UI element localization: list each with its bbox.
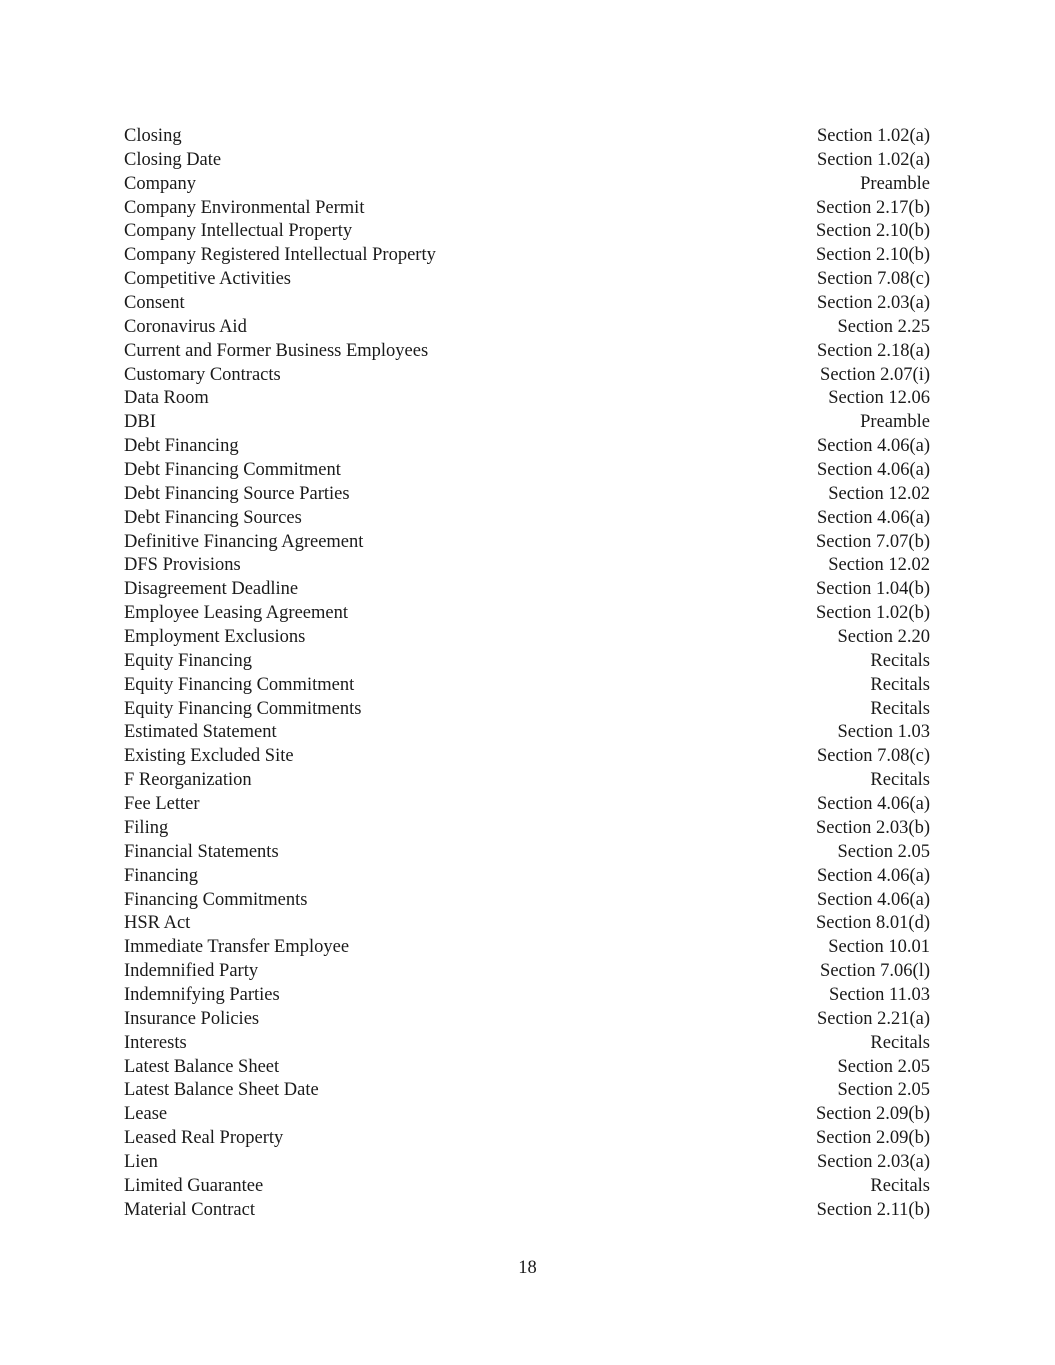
section-reference: Section 2.20	[837, 627, 930, 648]
index-entry	[124, 173, 930, 197]
index-entry	[124, 912, 930, 936]
index-entry	[124, 244, 930, 268]
index-entry	[124, 578, 930, 602]
index-entry	[124, 483, 930, 507]
section-reference: Section 2.18(a)	[816, 340, 930, 361]
section-reference: Section 4.06(a)	[816, 794, 930, 815]
defined-term: Company Intellectual Property	[124, 221, 353, 242]
defined-term: Immediate Transfer Employee	[124, 937, 350, 958]
section-reference: Section 4.06(a)	[816, 436, 930, 457]
defined-term: Employment Exclusions	[124, 627, 306, 648]
index-entry	[124, 268, 930, 292]
defined-term: F Reorganization	[124, 770, 252, 791]
defined-term: Latest Balance Sheet	[124, 1056, 280, 1077]
index-entry	[124, 865, 930, 889]
section-reference: Section 1.03	[837, 722, 930, 743]
section-reference: Section 7.08(c)	[816, 746, 930, 767]
defined-term: HSR Act	[124, 913, 191, 934]
defined-term: DFS Provisions	[124, 555, 241, 576]
defined-term: Debt Financing	[124, 436, 239, 457]
index-entry	[124, 674, 930, 698]
defined-term: Equity Financing	[124, 650, 252, 671]
defined-term: Definitive Financing Agreement	[124, 531, 364, 552]
defined-term: Employee Leasing Agreement	[124, 603, 348, 624]
defined-term: Customary Contracts	[124, 364, 281, 385]
defined-terms-index	[124, 125, 930, 1223]
index-entry	[124, 125, 930, 149]
defined-term: Filing	[124, 817, 169, 838]
index-entry	[124, 411, 930, 435]
index-entry	[124, 1199, 930, 1223]
section-reference: Section 1.02(a)	[816, 149, 930, 170]
section-reference: Section 1.02(b)	[815, 603, 930, 624]
index-entry	[124, 340, 930, 364]
section-reference: Recitals	[870, 674, 930, 695]
section-reference: Section 2.03(b)	[815, 817, 930, 838]
page-number: 18	[518, 1258, 537, 1278]
section-reference: Recitals	[870, 1175, 930, 1196]
section-reference: Section 1.02(a)	[816, 126, 930, 146]
section-reference: Preamble	[860, 412, 930, 433]
defined-term: Leased Real Property	[124, 1128, 284, 1149]
index-entry	[124, 1103, 930, 1127]
index-entry	[124, 316, 930, 340]
index-entry	[124, 960, 930, 984]
index-entry	[124, 889, 930, 913]
index-entry	[124, 459, 930, 483]
section-reference: Section 2.03(a)	[816, 293, 930, 314]
section-reference: Section 12.02	[828, 483, 930, 504]
defined-term: Debt Financing Source Parties	[124, 483, 350, 504]
index-entry	[124, 817, 930, 841]
section-reference: Section 2.25	[837, 316, 930, 337]
defined-term: Limited Guarantee	[124, 1175, 264, 1196]
defined-term: Debt Financing Sources	[124, 507, 302, 528]
section-reference: Section 2.03(a)	[816, 1151, 930, 1172]
index-entry	[124, 220, 930, 244]
defined-term: Latest Balance Sheet Date	[124, 1080, 319, 1101]
defined-term: Existing Excluded Site	[124, 746, 294, 767]
defined-term: Debt Financing Commitment	[124, 460, 341, 481]
index-entry	[124, 1127, 930, 1151]
section-reference: Recitals	[870, 1032, 930, 1053]
index-entry	[124, 984, 930, 1008]
index-entry	[124, 1056, 930, 1080]
section-reference: Section 4.06(a)	[816, 507, 930, 528]
defined-term: Company Environmental Permit	[124, 197, 365, 218]
index-entry	[124, 721, 930, 745]
index-entry	[124, 292, 930, 316]
section-reference: Section 12.06	[828, 388, 930, 409]
defined-term: Financing	[124, 865, 198, 886]
section-reference: Section 2.07(i)	[820, 364, 930, 385]
section-reference: Section 2.11(b)	[816, 1199, 930, 1220]
defined-term: Estimated Statement	[124, 722, 277, 743]
index-entry	[124, 650, 930, 674]
defined-term: Closing	[124, 126, 182, 146]
defined-term: Indemnified Party	[124, 961, 259, 982]
index-entry	[124, 698, 930, 722]
section-reference: Section 12.02	[828, 555, 930, 576]
defined-term: Disagreement Deadline	[124, 579, 299, 600]
index-entry	[124, 626, 930, 650]
section-reference: Section 2.10(b)	[815, 245, 930, 266]
section-reference: Section 10.01	[828, 937, 930, 958]
defined-term: Fee Letter	[124, 794, 200, 815]
section-reference: Section 2.05	[837, 841, 930, 862]
defined-term: Lease	[124, 1104, 168, 1125]
index-entry	[124, 364, 930, 388]
index-entry	[124, 1079, 930, 1103]
defined-term: Closing Date	[124, 149, 222, 170]
index-entry	[124, 435, 930, 459]
section-reference: Section 7.06(l)	[820, 961, 930, 982]
section-reference: Section 2.09(b)	[815, 1128, 930, 1149]
section-reference: Section 2.05	[837, 1056, 930, 1077]
index-entry	[124, 602, 930, 626]
index-entry	[124, 1008, 930, 1032]
defined-term: Indemnifying Parties	[124, 984, 280, 1005]
index-entry	[124, 745, 930, 769]
section-reference: Recitals	[870, 770, 930, 791]
section-reference: Section 2.21(a)	[816, 1008, 930, 1029]
index-entry	[124, 149, 930, 173]
defined-term: Material Contract	[124, 1199, 255, 1220]
index-entry	[124, 531, 930, 555]
defined-term: Lien	[124, 1151, 158, 1172]
defined-term: Consent	[124, 293, 185, 314]
defined-term: Equity Financing Commitments	[124, 698, 362, 719]
index-entry	[124, 936, 930, 960]
section-reference: Section 2.17(b)	[815, 197, 930, 218]
defined-term: Company Registered Intellectual Property	[124, 245, 436, 266]
section-reference: Recitals	[870, 650, 930, 671]
defined-term: Equity Financing Commitment	[124, 674, 355, 695]
index-entry	[124, 554, 930, 578]
defined-term: Insurance Policies	[124, 1008, 260, 1029]
section-reference: Preamble	[860, 173, 930, 194]
section-reference: Section 1.04(b)	[815, 579, 930, 600]
defined-term: Interests	[124, 1032, 187, 1053]
section-reference: Section 7.08(c)	[816, 269, 930, 290]
defined-term: Financing Commitments	[124, 889, 308, 910]
defined-term: Competitive Activities	[124, 269, 291, 290]
defined-term: Coronavirus Aid	[124, 316, 247, 337]
defined-term: Current and Former Business Employees	[124, 340, 429, 361]
section-reference: Section 4.06(a)	[816, 460, 930, 481]
defined-term: Data Room	[124, 388, 209, 409]
index-entry	[124, 1032, 930, 1056]
section-reference: Section 4.06(a)	[816, 865, 930, 886]
index-entry	[124, 197, 930, 221]
section-reference: Section 11.03	[828, 984, 930, 1005]
section-reference: Recitals	[870, 698, 930, 719]
index-entry	[124, 769, 930, 793]
index-entry	[124, 1151, 930, 1175]
defined-term: Company	[124, 173, 196, 194]
section-reference: Section 2.10(b)	[815, 221, 930, 242]
section-reference: Section 4.06(a)	[816, 889, 930, 910]
index-entry	[124, 793, 930, 817]
defined-term: DBI	[124, 412, 156, 433]
section-reference: Section 7.07(b)	[815, 531, 930, 552]
index-entry	[124, 841, 930, 865]
index-entry	[124, 387, 930, 411]
defined-term: Financial Statements	[124, 841, 279, 862]
section-reference: Section 8.01(d)	[815, 913, 930, 934]
index-entry	[124, 1175, 930, 1199]
section-reference: Section 2.09(b)	[815, 1104, 930, 1125]
index-entry	[124, 507, 930, 531]
section-reference: Section 2.05	[837, 1080, 930, 1101]
